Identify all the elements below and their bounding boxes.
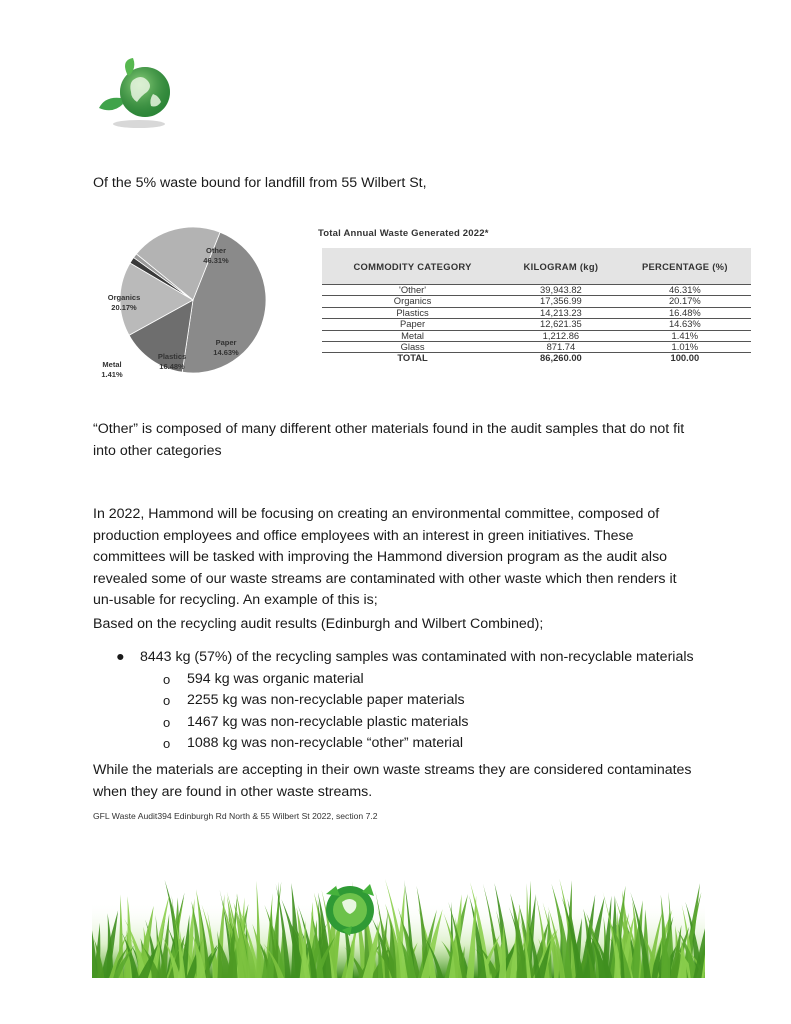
pie-label-organics: Organics xyxy=(107,293,141,302)
table-header: PERCENTAGE (%) xyxy=(619,248,751,285)
intro-text: Of the 5% waste bound for landfill from 55 Wilbert St, xyxy=(93,175,427,191)
pie-label-paper: Paper xyxy=(215,338,237,347)
list-item: ● 8443 kg (57%) of the recycling samples was contaminated with non-recyclable materials xyxy=(116,649,694,665)
table-row: 'Other' 39,943.82 46.31% xyxy=(322,285,751,296)
table-header: KILOGRAM (kg) xyxy=(503,248,619,285)
pie-label-paper: 14.63% xyxy=(213,348,239,357)
other-note: “Other” is composed of many different other materials found in the audit samples that do not fit into other categories xyxy=(93,421,685,459)
table-row: Glass 871.74 1.01% xyxy=(322,342,751,353)
list-item: o 1467 kg was non-recyclable plastic materials xyxy=(163,713,469,730)
based-on-text: Based on the recycling audit results (Edinburgh and Wilbert Combined); xyxy=(93,616,544,632)
pie-label-metal: Metal xyxy=(102,360,122,369)
table-row: Paper 12,621.35 14.63% xyxy=(322,319,751,330)
committee-paragraph: In 2022, Hammond will be focusing on creating an environmental committee, composed of production employees and office employees with an interest in green initiatives. These committees will be tasked with improving the Hammond diversion program as the audit also revealed some of our waste streams are contaminated with other waste which then renders it un-usable for recycling. An example of this is; xyxy=(93,506,677,609)
closing-paragraph: While the materials are accepting in their own waste streams they are considered contaminates when they are found in other waste streams. xyxy=(93,762,692,800)
list-item: o 2255 kg was non-recyclable paper materials xyxy=(163,692,465,709)
table-header: COMMODITY CATEGORY xyxy=(322,248,503,285)
pie-label-plastics: 16.48% xyxy=(159,362,185,371)
pie-label-plastics: Plastics xyxy=(157,352,187,361)
list-item: o 1088 kg was non-recyclable “other” material xyxy=(163,735,463,752)
table-row: Organics 17,356.99 20.17% xyxy=(322,296,751,307)
grass-recycle-banner xyxy=(92,872,705,978)
list-item: o 594 kg was organic material xyxy=(163,670,364,687)
waste-pie-chart xyxy=(98,225,288,385)
pie-label-organics: 20.17% xyxy=(111,303,137,312)
footnote: GFL Waste Audit394 Edinburgh Rd North & 55 Wilbert St 2022, section 7.2 xyxy=(93,811,378,821)
table-total-row: TOTAL 86,260.00 100.00 xyxy=(397,352,700,364)
pie-label-metal: 1.41% xyxy=(101,370,123,379)
table-row: Plastics 14,213.23 16.48% xyxy=(322,307,751,318)
globe-leaf-logo xyxy=(95,58,181,138)
pie-label-other: Other xyxy=(205,246,227,255)
table-row: Metal 1,212.86 1.41% xyxy=(322,330,751,341)
waste-table xyxy=(322,248,751,364)
contamination-list xyxy=(116,647,694,755)
table-title: Total Annual Waste Generated 2022* xyxy=(318,228,489,239)
pie-label-other: 46.31% xyxy=(203,256,229,265)
